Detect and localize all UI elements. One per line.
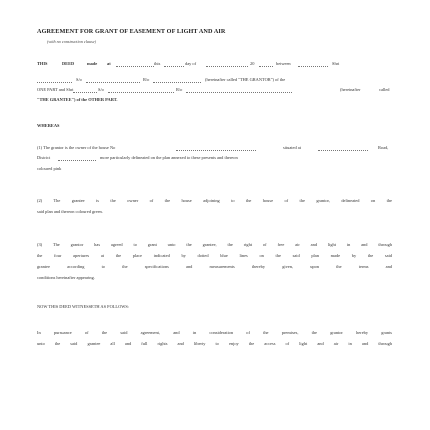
recital2-line: said plan and thereon coloured green.	[37, 209, 103, 214]
document-title: AGREEMENT FOR GRANT OF EASEMENT OF LIGHT AND AIR	[37, 28, 226, 35]
deed-word-this-label: this	[154, 61, 161, 66]
deed-grantor-def: (hereinafter called "THE GRANTOR") of the	[205, 77, 286, 82]
deed-ro1: R/o	[143, 77, 150, 82]
blank-address1	[153, 82, 201, 83]
recital2-line: (2) The grantee is the owner of the house adjoining to the house of the grantor, delineated on the	[37, 198, 392, 203]
deed-grantee-def: "THE GRANTEE") of the OTHER PART.	[37, 97, 118, 102]
blank-place	[116, 66, 154, 67]
deed-so2: S/o	[98, 87, 104, 92]
blank-house-no	[176, 150, 256, 151]
deed-ro2: R/o	[176, 87, 183, 92]
recital3-line: grantee according to the specifications and measurements thereby given, upon the terms and	[37, 264, 392, 269]
blank-road	[318, 150, 368, 151]
recital1-district: District	[37, 155, 51, 160]
clause-line: In pursuance of the said agreement, and in consideration of the premises, the grantor hereby grants	[37, 330, 392, 335]
witnesseth-heading: NOW THIS DEED WITNESSETH AS FOLLOWS:	[37, 304, 130, 309]
deed-so1: S/o	[76, 77, 82, 82]
deed-one-part: ONE PART and Shri	[37, 87, 74, 92]
deed-word-day-of: day of	[185, 61, 197, 66]
recital3-line: (3) The grantor has agreed to grant unto the grantee, the right of free air and light in and through	[37, 242, 392, 247]
blank-month	[206, 66, 248, 67]
deed-called: called	[379, 87, 390, 92]
recital1-start: (1) The grantor is the owner of the house No	[37, 145, 116, 150]
document-subtitle: (with no construction clause)	[47, 39, 96, 44]
deed-word-this: THIS	[37, 61, 48, 66]
recital1-situated: situated at	[283, 145, 301, 150]
deed-word-between: between	[276, 61, 291, 66]
clause-line: unto the said grantee all and full rights and liberty to enjoy the access of light and air in and through	[37, 341, 392, 346]
recital1-road: Road,	[378, 145, 389, 150]
recital3-line: the four apertures at the place indicated by dotted blue lines on the said plan made by the said	[37, 253, 392, 258]
deed-word-deed: DEED	[62, 61, 75, 66]
deed-word-at: at	[107, 61, 111, 66]
recital1-more: more particularly delineated on the plan annexed to these presents and thereon	[100, 155, 238, 160]
recital3-line: conditions hereinafter appearing.	[37, 275, 95, 280]
blank-year	[259, 66, 273, 67]
deed-word-made: made	[87, 61, 98, 66]
recital1-end: coloured pink	[37, 166, 62, 171]
deed-hereinafter: (hereinafter	[340, 87, 361, 92]
blank-father2	[108, 92, 174, 93]
blank-name-line2	[37, 82, 72, 83]
whereas-heading: WHEREAS	[37, 123, 60, 128]
deed-word-shri1: Shri	[332, 61, 340, 66]
blank-address2	[186, 92, 292, 93]
deed-year: 20	[250, 61, 255, 66]
blank-date	[164, 66, 184, 67]
blank-grantee-name	[73, 92, 97, 93]
blank-district	[58, 160, 96, 161]
blank-grantor-name	[298, 66, 328, 67]
blank-father1	[86, 82, 140, 83]
